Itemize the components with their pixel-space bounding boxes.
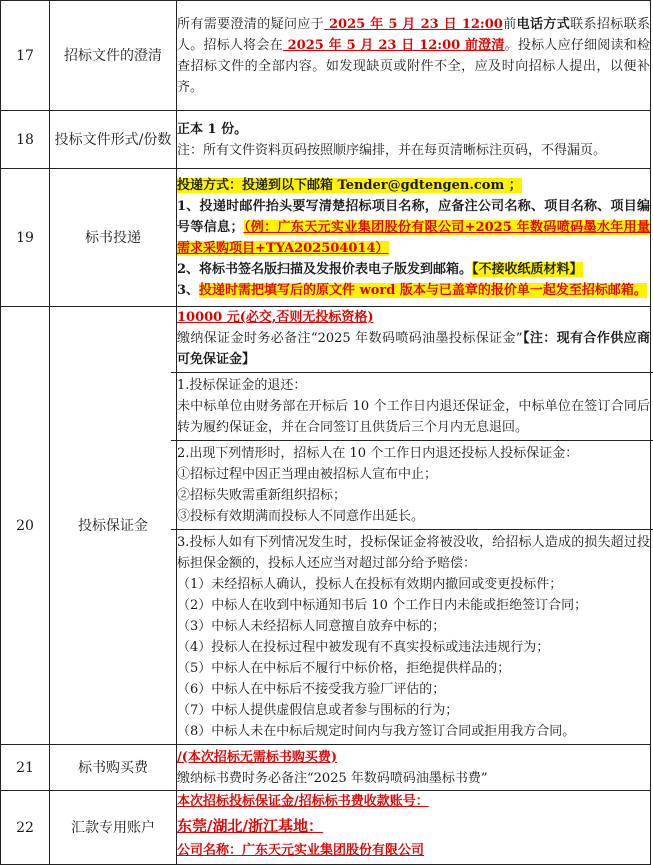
- table-row-22: [1, 791, 651, 865]
- paging-note: 注：所有文件资料页码按照顺序编排，并在每页清晰标注页码，不得漏页。: [177, 142, 607, 158]
- fee-status: /(本次招标无需标书购买费): [177, 749, 338, 765]
- table-row-17: [1, 1, 651, 111]
- deposit-amount: 10000 元(必交,否则无投标资格): [177, 310, 374, 325]
- item-name: 投标保证金: [50, 307, 177, 745]
- text: 2、将标书签名版扫描及发报价表电子版发到邮箱。: [177, 261, 473, 277]
- row-number: 21: [1, 745, 50, 791]
- table-row-21: [1, 745, 651, 791]
- item-content: [177, 791, 651, 865]
- list-item: ②招标失败需重新组织招标；: [177, 488, 347, 503]
- contact-method: 电话方式: [516, 16, 571, 32]
- text: 所有需要澄清的疑问应于: [177, 16, 325, 32]
- table-row-18: [1, 111, 651, 169]
- item-content: [177, 1, 651, 111]
- section-body: 未中标单位由财务部在开标后 10 个工作日内退还保证金，中标单位在签订合同后转为履约保证金，并在合同签订且供货后三个月内无息退回。: [177, 399, 650, 435]
- item-content: [177, 745, 651, 791]
- clarification-date: 2025 年 5 月 23 日 12:00 前澄清: [282, 37, 505, 53]
- list-item: （2）中标人在收到中标通知书后 10 个工作日内未能或拒绝签订合同；: [177, 598, 588, 613]
- item-name: 标书购买费: [50, 745, 177, 791]
- item-name: 招标文件的澄清: [50, 1, 177, 111]
- list-item: ①招标过程中因正当理由被招标人宣布中止；: [177, 467, 438, 482]
- refund-conditions-section: [171, 440, 653, 529]
- row-number: 18: [1, 111, 50, 169]
- company-name: 公司名称：广东天元实业集团股份有限公司: [177, 843, 425, 858]
- table-row-19: [1, 169, 651, 307]
- list-item: ③投标有效期满而投标人不同意作出延长。: [177, 509, 425, 524]
- item-content: [177, 169, 651, 307]
- table-row-20: [1, 307, 651, 745]
- account-title: 本次招标投标保证金/招标标书费收款账号：: [177, 794, 429, 809]
- list-item: （4）投标人在投标过程中被发现有不真实投标或违法违规行为；: [177, 640, 550, 655]
- deposit-exemption: 【注：现有合作供应商可免保证金】: [177, 331, 650, 367]
- refund-section: [171, 372, 653, 440]
- forfeit-section: [171, 529, 653, 744]
- text: 。投标人应仔细阅读和检查招标文件的全部内容。如发现缺页或附件不全，应及时向招标人提出，以便补齐。: [177, 37, 650, 95]
- deadline-date: 2025 年 5 月 23 日 12:00: [324, 16, 503, 32]
- fee-note: 缴纳标书费时务必备注“2025 年数码喷码油墨标书费”: [177, 770, 488, 786]
- list-item: （6）中标人在中标后不接受我方验厂评估的；: [177, 682, 446, 697]
- deposit-note: 缴纳保证金时务必备注“2025 年数码喷码油墨投标保证金”: [177, 331, 523, 346]
- copies-text: 正本 1 份。: [177, 121, 248, 137]
- row-number: 22: [1, 791, 50, 865]
- text: 联系招标联系人。招标人将会在: [177, 16, 650, 53]
- list-item: （8）中标人未在中标后规定时间内与我方签订合同或拒用我方合同。: [177, 724, 576, 739]
- list-item: （3）中标人未经招标人同意擅自放弃中标的；: [177, 619, 446, 634]
- section-title: 1.投标保证金的退还：: [177, 378, 307, 393]
- item-name: 汇款专用账户: [50, 791, 177, 865]
- row-number: 20: [1, 307, 50, 745]
- base-locations: 东莞/湖北/浙江基地：: [177, 817, 323, 835]
- list-item: （5）中标人在中标后不履行中标价格，拒绝提供样品的；: [177, 661, 511, 676]
- row-number: 17: [1, 1, 50, 111]
- word-version-note: 投递时需把填写后的原文件 word 版本与已盖章的报价单一起发至招标邮箱。: [199, 282, 647, 298]
- no-paper-note: 【不接收纸质材料】: [472, 261, 583, 277]
- example-subject: （例：广东天元实业集团股份有限公司+2025 年数码喷码墨水年用量需求采购项目+TYA202504014）: [177, 219, 650, 256]
- item-name: 投标文件形式/份数: [50, 111, 177, 169]
- list-item: （7）中标人提供虚假信息或者参与围标的行为；: [177, 703, 459, 718]
- item-name: 标书投递: [50, 169, 177, 307]
- item-content: [177, 307, 651, 745]
- section-title: 2.出现下列情形时，招标人在 10 个工作日内退还投标人投标保证金：: [177, 446, 579, 461]
- text: 前: [502, 16, 517, 32]
- section-title: 3.投标人如有下列情况发生时，投标保证金将被没收，给招标人造成的损失超过投标担保金额的，投标人还应当对超过部分给予赔偿：: [177, 535, 650, 571]
- text: 1、投递时邮件抬头要写清楚招标项目名称，应备注公司名称、项目名称、项目编号等信息；: [177, 198, 650, 235]
- list-item: （1）未经招标人确认，投标人在投标有效期内撤回或变更投标件；: [177, 577, 563, 592]
- item-content: [177, 111, 651, 169]
- row-number: 19: [1, 169, 50, 307]
- text: 3、: [177, 282, 200, 298]
- delivery-email: 投递方式：投递到以下邮箱 Tender@gdtengen.com ；: [177, 177, 522, 193]
